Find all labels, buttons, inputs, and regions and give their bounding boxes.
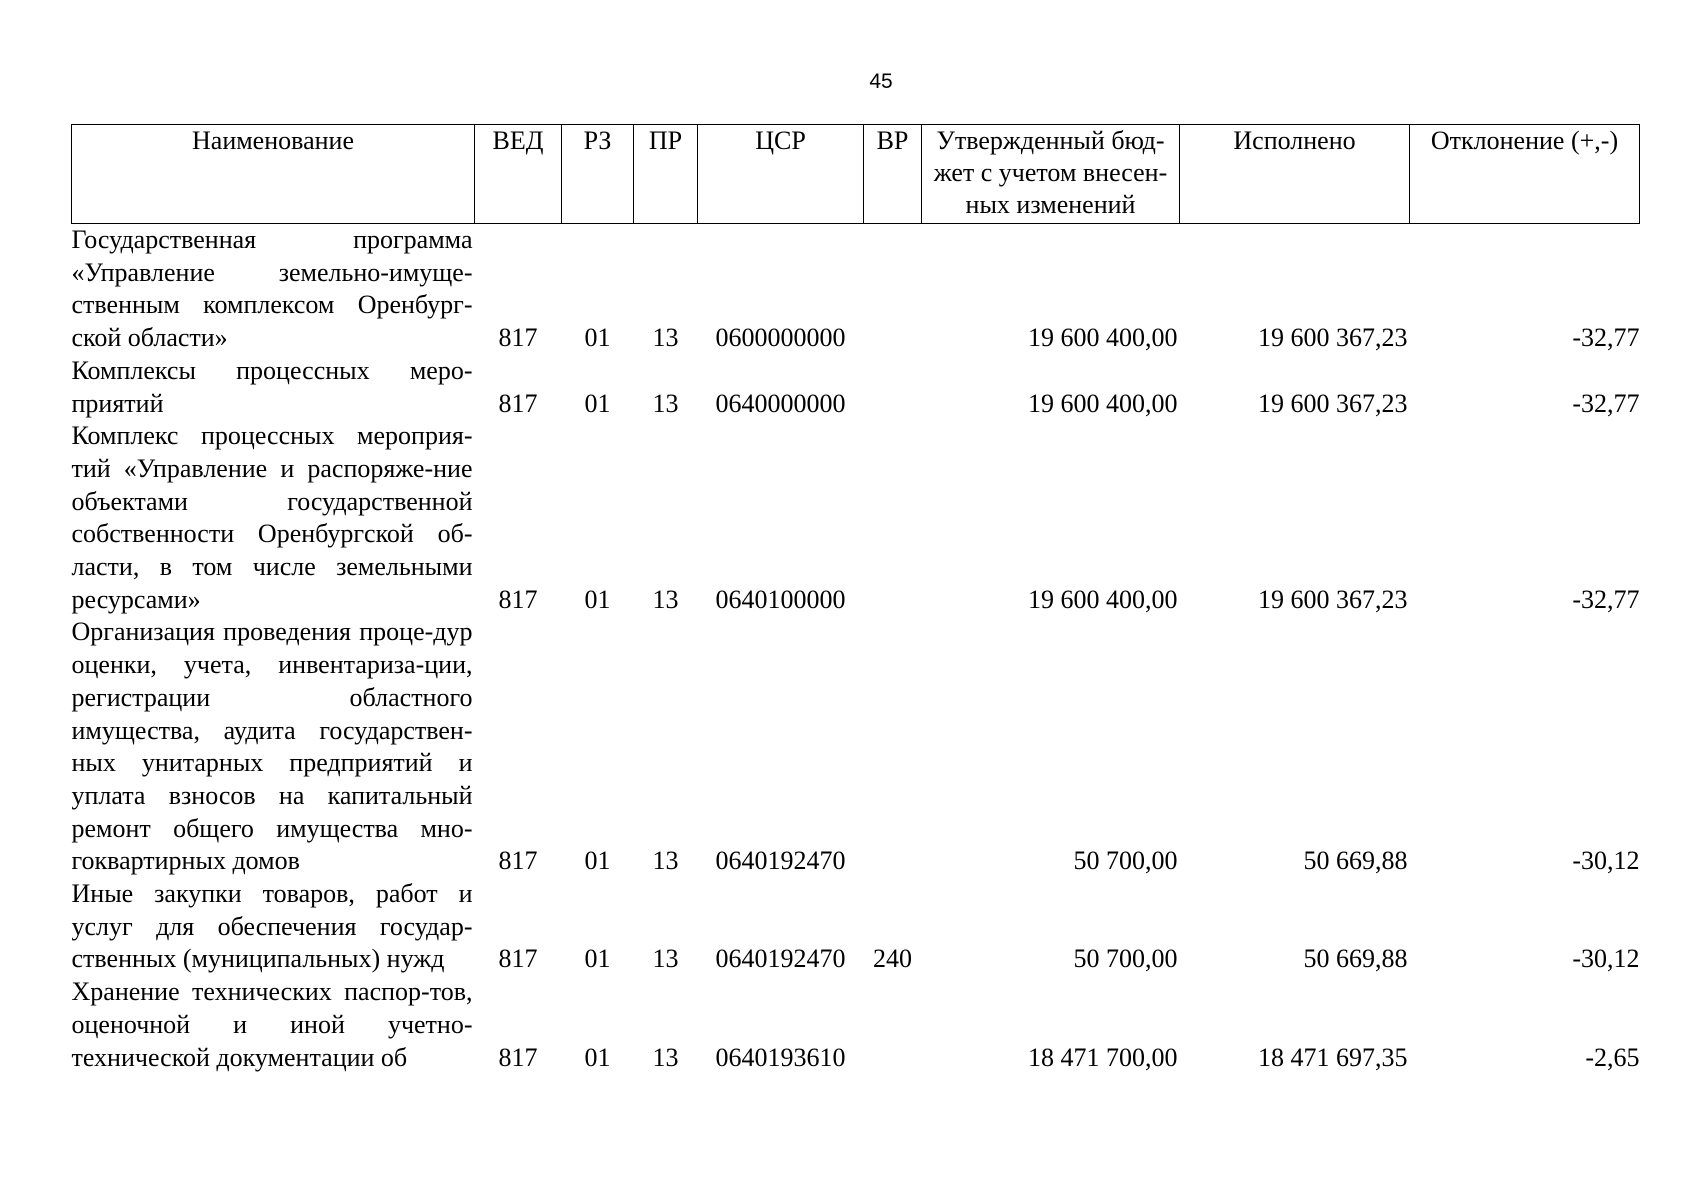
row-vr [864,420,922,616]
row-name: Хранение технических паспор-тов, оценочной и иной учетно-технической документации об [71,977,473,1072]
header-budget: Утвержденный бюд-жет с учетом внесен-ных изменений [922,125,1180,224]
row-name: Организация проведения проце-дур оценки, учета, инвентариза-ции, регистрации областного имущества, аудита государствен-ных унитарных предприятий и уплата взносов на капитальный ремонт общего имущества мно-гоквартирных домов [71,617,473,876]
row-executed: 18 471 697,35 [1258,1042,1408,1072]
row-deviation: -2,65 [1585,1042,1640,1072]
table-header [72,125,1640,224]
row-rz: 01 [584,944,611,974]
header-rz: РЗ [562,125,634,224]
table-row [72,355,1640,420]
header-pr: ПР [634,125,698,224]
header-csr: ЦСР [698,125,864,224]
row-executed: 19 600 367,23 [1258,323,1408,353]
row-vr [864,355,922,420]
row-name: Комплексы процессных меро-приятий [71,355,473,418]
row-ved: 817 [498,846,538,876]
row-vr [864,616,922,878]
row-budget: 19 600 400,00 [1028,584,1178,614]
row-deviation: -30,12 [1572,944,1640,974]
row-ved: 817 [498,584,538,614]
row-deviation: -32,77 [1572,323,1640,353]
header-ved: ВЕД [475,125,562,224]
table-row [72,976,1640,1074]
header-name: Наименование [72,125,475,224]
row-csr: 0640100000 [715,584,846,614]
table-row [72,878,1640,976]
row-ved: 817 [498,323,538,353]
row-rz: 01 [584,323,611,353]
table-row [72,420,1640,616]
row-budget: 19 600 400,00 [1028,388,1178,418]
row-executed: 19 600 367,23 [1258,388,1408,418]
row-budget: 50 700,00 [1073,846,1178,876]
row-vr [864,976,922,1074]
row-csr: 0640000000 [715,388,846,418]
row-ved: 817 [498,944,538,974]
row-name: Иные закупки товаров, работ и услуг для обеспечения государ-ственных (муниципальных) нужд [71,879,473,974]
table-body [72,224,1640,1075]
row-ved: 817 [498,388,538,418]
row-executed: 50 669,88 [1303,944,1408,974]
row-rz: 01 [584,388,611,418]
table-row [72,224,1640,355]
row-vr [864,224,922,355]
header-deviation: Отклонение (+,-) [1410,125,1640,224]
header-executed: Исполнено [1180,125,1410,224]
row-rz: 01 [584,584,611,614]
row-budget: 50 700,00 [1073,944,1178,974]
budget-execution-table [71,124,1640,1074]
row-deviation: -32,77 [1572,584,1640,614]
row-pr: 13 [652,1042,679,1072]
row-budget: 18 471 700,00 [1028,1042,1178,1072]
row-pr: 13 [652,846,679,876]
row-pr: 13 [652,323,679,353]
row-rz: 01 [584,846,611,876]
row-name: Государственная программа «Управление земельно-имуще-ственным комплексом Оренбург-ской области» [71,225,473,353]
row-deviation: -32,77 [1572,388,1640,418]
header-vr: ВР [864,125,922,224]
row-pr: 13 [652,584,679,614]
row-executed: 50 669,88 [1303,846,1408,876]
row-pr: 13 [652,388,679,418]
row-deviation: -30,12 [1572,846,1640,876]
row-budget: 19 600 400,00 [1028,323,1178,353]
row-executed: 19 600 367,23 [1258,584,1408,614]
row-csr: 0640193610 [715,1042,846,1072]
row-name: Комплекс процессных мероприя-тий «Управление и распоряже-ние объектами государственной собственности Оренбургской об-ласти, в том числе земельными ресурсами» [71,421,473,614]
row-vr: 240 [873,944,912,974]
header-row [72,125,1640,224]
row-ved: 817 [498,1042,538,1072]
table-row [72,616,1640,878]
row-csr: 0640192470 [715,944,846,974]
row-csr: 0640192470 [715,846,846,876]
page-number: 45 [869,70,893,93]
row-csr: 0600000000 [715,323,846,353]
row-rz: 01 [584,1042,611,1072]
row-pr: 13 [652,944,679,974]
